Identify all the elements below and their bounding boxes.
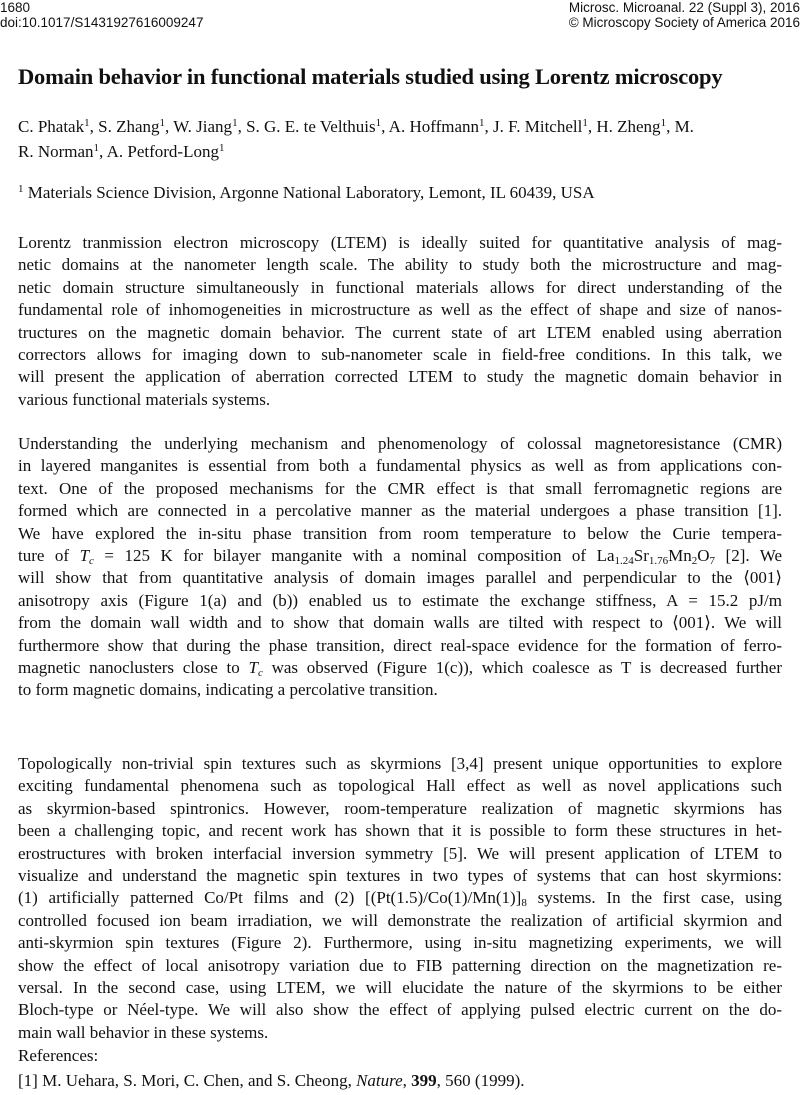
text-span: [2]. We: [715, 545, 783, 565]
text-span: Mn: [668, 545, 692, 565]
text-line: [18, 277, 782, 299]
text-line: [18, 932, 782, 954]
text-line: [18, 433, 782, 455]
text-span: formed which are connected in a percolative manner as the material undergoes a phase transition [1].: [18, 501, 782, 521]
text-span: ,: [402, 1071, 412, 1090]
author-list: [18, 114, 782, 164]
text-line: [18, 344, 782, 366]
text-span: , J. F. Mitchell: [484, 117, 583, 136]
paragraph-2: [18, 433, 782, 702]
journal-citation: Microsc. Microanal. 22 (Suppl 3), 2016: [568, 0, 800, 15]
text-span: as skyrmion-based spintronics. However, room-temperature realization of magnetic skyrmions has: [18, 798, 782, 818]
superscript: 1: [479, 117, 485, 129]
text-span: exciting fundamental phenomena such as topological Hall effect as well as novel applications such: [18, 776, 782, 796]
text-span: will present the application of aberration corrected LTEM to study the magnetic domain behavior in: [18, 367, 782, 387]
text-span: R. Norman: [18, 142, 94, 161]
text-span: Materials Science Division, Argonne National Laboratory, Lemont, IL 60439, USA: [23, 183, 595, 202]
text-span: furthermore show that during the phase transition, direct real-space evidence for the formation of ferro-: [18, 635, 782, 655]
text-span: various functional materials systems.: [18, 389, 271, 409]
text-line: [18, 753, 782, 775]
subscript: 7: [709, 554, 716, 567]
text-line: [18, 1068, 782, 1093]
text-line: [18, 545, 782, 567]
text-span: Lorentz tranmission electron microscopy (LTEM) is ideally suited for quantitative analysis of mag-: [18, 233, 782, 252]
text-line: [18, 1043, 782, 1068]
text-span: References:: [18, 1046, 99, 1065]
text-span: , A. Petford-Long: [99, 142, 219, 161]
references: [18, 1043, 782, 1093]
text-line: [18, 389, 782, 411]
text-span: Nature: [356, 1071, 403, 1090]
text-span: magnetic nanoclusters close to: [18, 657, 249, 677]
text-line: [18, 977, 782, 999]
superscript: 1: [18, 183, 24, 195]
text-line: [18, 114, 782, 139]
text-line: [18, 843, 782, 865]
page-number: 1680: [0, 0, 31, 15]
text-line: [18, 254, 782, 276]
text-line: [18, 798, 782, 820]
text-line: [18, 478, 782, 500]
text-span: , S. Zhang: [89, 117, 160, 136]
text-span: controlled focused ion beam irradiation, we will demonstrate the realization of artificial skyrmion and: [18, 910, 782, 930]
text-span: T: [79, 545, 90, 565]
text-span: 399: [411, 1071, 437, 1090]
superscript: 1: [375, 117, 382, 129]
text-span: We have explored the in-situ phase transition from room temperature to below the Curie tempera-: [18, 523, 782, 543]
text-span: , M.: [666, 117, 694, 136]
text-span: fundamental role of inhomogeneities in microstructure as well as the effect of shape and size of nanos-: [18, 300, 782, 320]
text-span: show the effect of local anisotropy variation due to FIB patterning direction on the magnetization re-: [18, 955, 782, 975]
text-span: , H. Zheng: [587, 117, 661, 136]
copyright: © Microscopy Society of America 2016: [568, 15, 800, 30]
paper-title: Domain behavior in functional materials studied using Lorentz microscopy: [18, 64, 723, 89]
text-span: netic domains at the nanometer length scale. The ability to study both the microstructure and mag-: [18, 255, 782, 275]
subscript: 2: [691, 554, 698, 567]
text-span: versal. In the second case, using LTEM, we will elucidate the nature of the skyrmions to be either: [18, 977, 782, 997]
text-line: [18, 1022, 782, 1044]
text-line: [18, 865, 782, 887]
superscript: 1: [582, 117, 588, 129]
text-span: , W. Jiang: [165, 117, 233, 136]
text-line: [18, 590, 782, 612]
text-line: [18, 232, 782, 254]
text-line: [18, 657, 782, 679]
text-line: [18, 635, 782, 657]
doi[interactable]: doi:10.1017/S1431927616009247: [0, 15, 204, 30]
text-span: , A. Hoffmann: [381, 117, 480, 136]
running-header-right: [569, 0, 800, 30]
text-line: [18, 322, 782, 344]
text-line: [18, 820, 782, 842]
text-span: tructures on the magnetic domain behavior. The current state of art LTEM enabled using aberration: [18, 322, 782, 342]
running-header-left: [0, 0, 203, 30]
text-line: [18, 887, 782, 909]
text-span: correctors allows for imaging down to sub-nanometer scale in field-free conditions. In this talk, we: [18, 344, 782, 364]
superscript: 1: [84, 117, 90, 129]
text-span: was observed (Figure 1(c)), which coalesce as T is decreased further: [262, 657, 782, 677]
superscript: 1: [660, 117, 667, 129]
text-span: = 125 K for bilayer manganite with a nominal composition of La: [93, 545, 615, 565]
text-span: text. One of the proposed mechanisms for the CMR effect is that small ferromagnetic regions are: [18, 478, 782, 498]
text-line: [18, 139, 782, 164]
text-span: Topologically non-trivial spin textures such as skyrmions [3,4] present unique opportunities to explore: [18, 754, 782, 773]
text-span: C. Phatak: [18, 117, 85, 136]
text-span: main wall behavior in these systems.: [18, 1022, 269, 1042]
text-line: [18, 567, 782, 589]
subscript: c: [89, 554, 94, 567]
subscript: 1.24: [614, 554, 634, 567]
text-span: Sr: [633, 545, 649, 565]
text-span: to form magnetic domains, indicating a percolative transition.: [18, 680, 438, 700]
text-span: been a challenging topic, and recent work has shown that it is possible to form these structures in het-: [18, 821, 782, 841]
text-span: in layered manganites is essential from both a fundamental physics as well as from applications con-: [18, 456, 782, 476]
superscript: 1: [218, 142, 225, 154]
text-span: T: [248, 657, 258, 677]
superscript: 1: [232, 117, 238, 129]
text-line: [18, 299, 782, 321]
text-span: , 560 (1999).: [436, 1071, 525, 1090]
text-span: erostructures with broken interfacial inversion symmetry [5]. We will present application of LTEM to: [18, 843, 782, 863]
text-span: O: [697, 545, 710, 565]
paragraph-3: [18, 753, 782, 1044]
text-span: from the domain wall width and to show that domain walls are tilted with respect to ⟨001⟩. We will: [18, 613, 782, 633]
text-span: ture of: [18, 545, 80, 565]
text-line: [18, 500, 782, 522]
affiliation: [18, 180, 782, 205]
text-line: [18, 612, 782, 634]
text-span: Bloch-type or Néel-type. We will also show the effect of applying pulsed electric current on the do-: [18, 1000, 782, 1020]
text-span: anisotropy axis (Figure 1(a) and (b)) enabled us to estimate the exchange stiffness, A = 15.2 pJ/m: [18, 590, 782, 610]
text-span: visualize and understand the magnetic spin textures in two types of systems that can host skyrmions:: [18, 865, 782, 885]
text-span: , S. G. E. te Velthuis: [237, 117, 376, 136]
text-span: (1) artificially patterned Co/Pt films and (2) [(Pt(1.5)/Co(1)/Mn(1)]: [18, 888, 522, 908]
text-line: [18, 455, 782, 477]
text-span: Understanding the underlying mechanism and phenomenology of colossal magnetoresistance (CMR): [18, 434, 782, 453]
text-span: systems. In the first case, using: [526, 888, 782, 908]
text-span: anti-skyrmion spin textures (Figure 2). Furthermore, using in-situ magnetizing experiments, we will: [18, 933, 782, 953]
text-line: [18, 955, 782, 977]
subscript: c: [257, 666, 263, 679]
text-span: netic domain structure simultaneously in functional materials allows for direct understanding of the: [18, 277, 782, 297]
superscript: 1: [159, 117, 165, 129]
text-line: [18, 523, 782, 545]
subscript: 8: [521, 897, 527, 910]
text-line: [18, 999, 782, 1021]
paragraph-1: [18, 232, 782, 411]
text-line: [18, 180, 782, 205]
text-line: [18, 679, 782, 701]
text-span: will show that from quantitative analysis of domain images parallel and perpendicular to the ⟨001⟩: [18, 568, 782, 588]
superscript: 1: [93, 142, 100, 154]
text-line: [18, 775, 782, 797]
subscript: 1.76: [648, 554, 669, 567]
text-line: [18, 910, 782, 932]
text-line: [18, 366, 782, 388]
text-span: [1] M. Uehara, S. Mori, C. Chen, and S. Cheong,: [18, 1071, 357, 1090]
